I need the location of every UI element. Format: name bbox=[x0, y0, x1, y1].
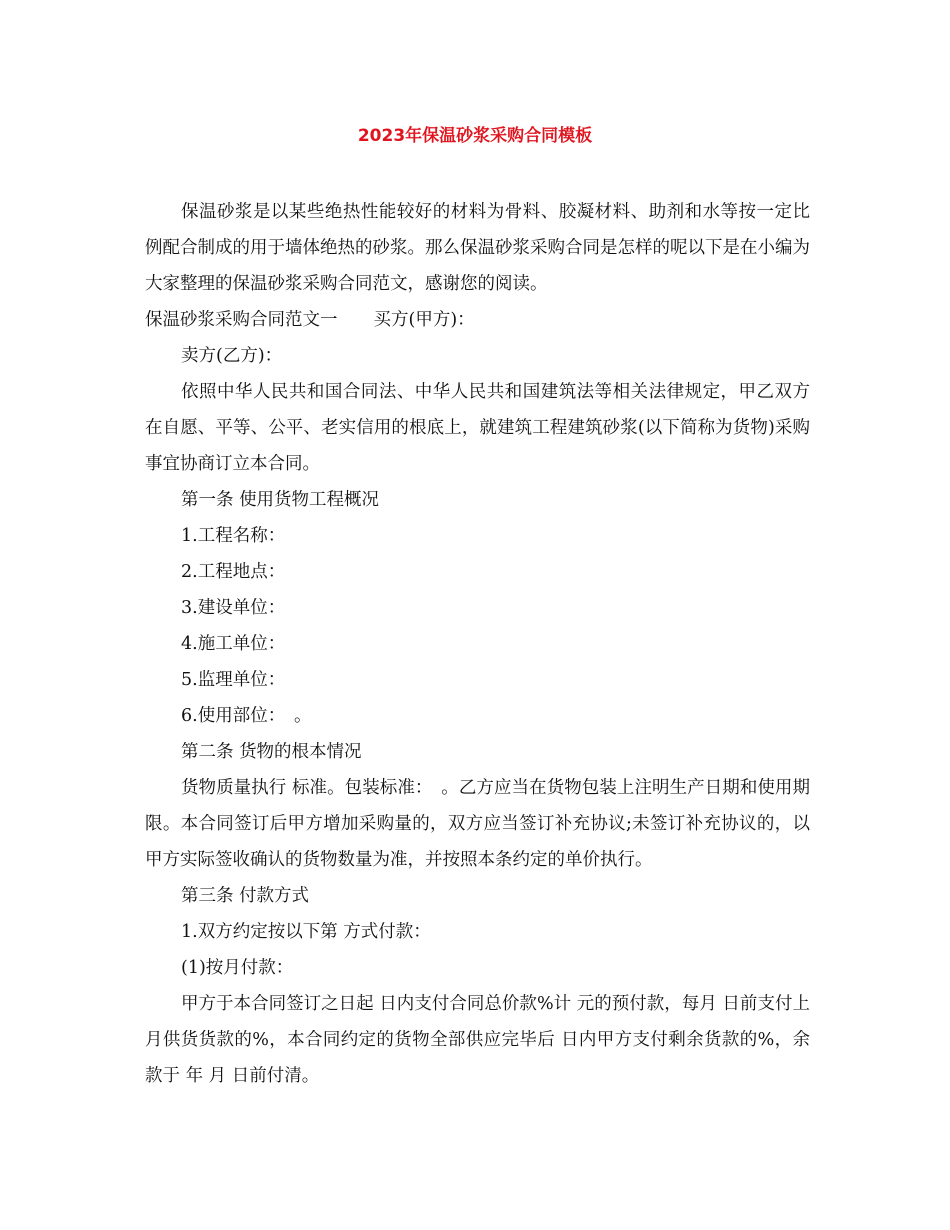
preamble-paragraph: 依照中华人民共和国合同法、中华人民共和国建筑法等相关法律规定，甲乙双方在自愿、平等、公平、老实信用的根底上，就建筑工程建筑砂浆(以下简称为货物)采购事宜协商订立本合同。 bbox=[145, 382, 810, 474]
article3-item: 1.双方约定按以下第 方式付款： bbox=[181, 922, 431, 942]
sample-heading-line bbox=[145, 302, 810, 338]
article1-item: 3.建设单位： bbox=[181, 598, 286, 618]
article1-heading: 第一条 使用货物工程概况 bbox=[181, 490, 380, 510]
intro-paragraph: 保温砂浆是以某些绝热性能较好的材料为骨料、胶凝材料、助剂和水等按一定比例配合制成的用于墙体绝热的砂浆。那么保温砂浆采购合同是怎样的呢以下是在小编为大家整理的保温砂浆采购合同范文，感谢您的阅读。 bbox=[145, 202, 810, 294]
article1-item: 6.使用部位： 。 bbox=[181, 706, 312, 726]
article1-item: 1.工程名称： bbox=[181, 526, 286, 546]
sample-heading: 保温砂浆采购合同范文一 bbox=[145, 310, 338, 330]
article3-paragraph: 甲方于本合同签订之日起 日内支付合同总价款%计 元的预付款，每月 日前支付上月供货货款的%，本合同约定的货物全部供应完毕后 日内甲方支付剩余货款的%，余款于 年 月 日前付清。 bbox=[145, 994, 810, 1086]
article3-heading: 第三条 付款方式 bbox=[181, 886, 310, 906]
buyer-label: 买方(甲方)： bbox=[373, 310, 475, 330]
article2-paragraph: 货物质量执行 标准。包装标准： 。乙方应当在货物包装上注明生产日期和使用期限。本合同签订后甲方增加采购量的，双方应当签订补充协议;未签订补充协议的，以甲方实际签收确认的货物数量为准，并按照本条约定的单价执行。 bbox=[145, 778, 810, 870]
seller-label: 卖方(乙方)： bbox=[181, 346, 283, 366]
article2-heading: 第二条 货物的根本情况 bbox=[181, 742, 362, 762]
article3-subitem: (1)按月付款： bbox=[181, 958, 294, 978]
document-title: 2023年保温砂浆采购合同模板 bbox=[357, 126, 593, 146]
article1-item: 5.监理单位： bbox=[181, 670, 286, 690]
article1-item: 4.施工单位： bbox=[181, 634, 286, 654]
document-body bbox=[145, 194, 810, 1094]
article1-item: 2.工程地点： bbox=[181, 562, 286, 582]
